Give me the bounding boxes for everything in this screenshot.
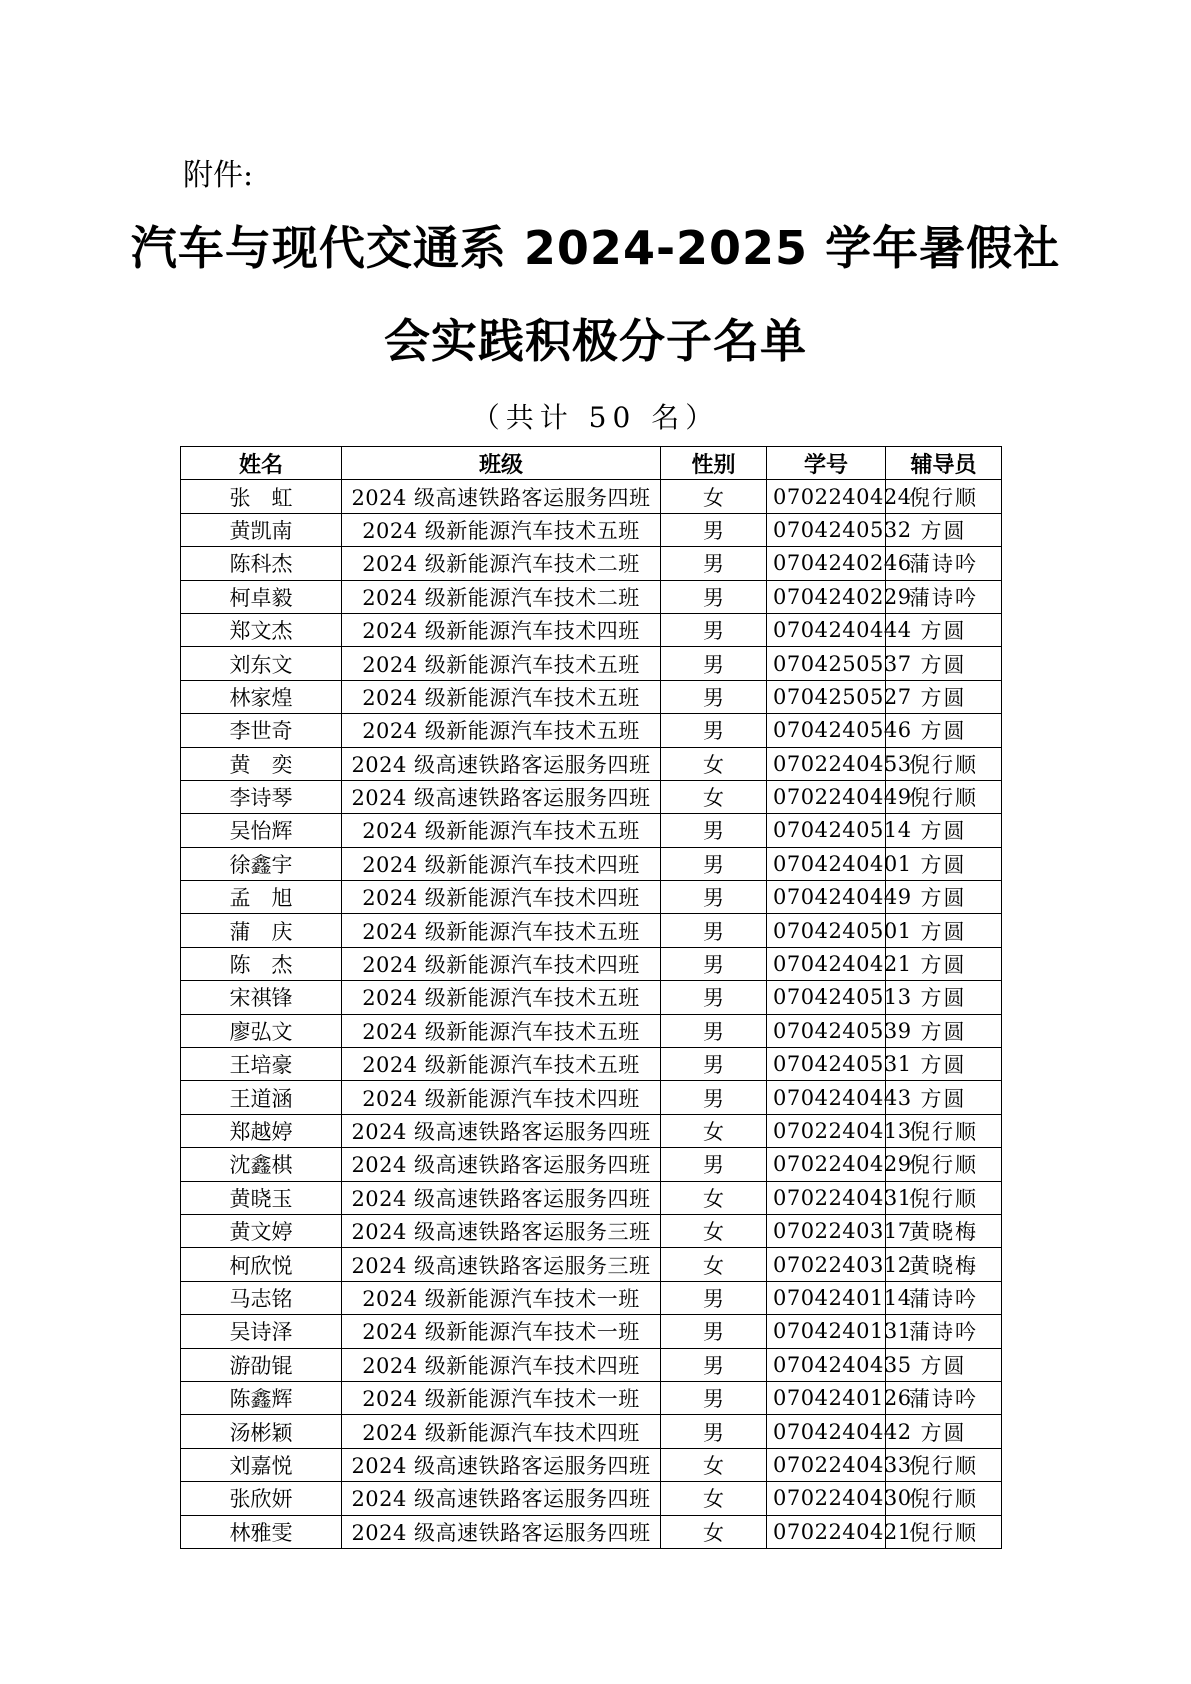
name-cell: 林家煌	[181, 680, 342, 713]
class-cell: 2024 级高速铁路客运服务四班	[342, 780, 661, 813]
gender-cell: 男	[661, 1415, 767, 1448]
student-id-cell: 0704240531	[767, 1048, 886, 1081]
table-row	[181, 1448, 1002, 1481]
gender-cell: 男	[661, 714, 767, 747]
name-cell: 郑文杰	[181, 613, 342, 646]
student-id-cell: 0704240449	[767, 881, 886, 914]
name-cell: 吴诗泽	[181, 1315, 342, 1348]
counselor-cell: 方圆	[886, 847, 1002, 880]
counselor-cell: 方圆	[886, 680, 1002, 713]
name-cell: 陈鑫辉	[181, 1381, 342, 1414]
class-cell: 2024 级新能源汽车技术二班	[342, 580, 661, 613]
name-cell: 林雅雯	[181, 1515, 342, 1548]
student-id-cell: 0702240312	[767, 1248, 886, 1281]
counselor-cell: 蒲诗吟	[886, 1281, 1002, 1314]
student-id-cell: 0704240131	[767, 1315, 886, 1348]
class-cell: 2024 级高速铁路客运服务三班	[342, 1214, 661, 1247]
gender-cell: 女	[661, 480, 767, 513]
student-id-cell: 0704240532	[767, 513, 886, 546]
name-cell: 王道涵	[181, 1081, 342, 1114]
gender-cell: 男	[661, 947, 767, 980]
counselor-cell: 方圆	[886, 981, 1002, 1014]
name-cell: 黄文婷	[181, 1214, 342, 1247]
name-cell: 宋祺锋	[181, 981, 342, 1014]
name-cell: 王培豪	[181, 1048, 342, 1081]
student-id-cell: 0704240126	[767, 1381, 886, 1414]
counselor-cell: 倪行顺	[886, 1148, 1002, 1181]
student-id-cell: 0704240114	[767, 1281, 886, 1314]
class-cell: 2024 级高速铁路客运服务四班	[342, 1148, 661, 1181]
class-cell: 2024 级新能源汽车技术五班	[342, 513, 661, 546]
gender-cell: 男	[661, 547, 767, 580]
name-cell: 黄凯南	[181, 513, 342, 546]
name-cell: 廖弘文	[181, 1014, 342, 1047]
gender-cell: 女	[661, 1448, 767, 1481]
table-row	[181, 1114, 1002, 1147]
name-cell: 郑越婷	[181, 1114, 342, 1147]
table-row	[181, 1048, 1002, 1081]
class-cell: 2024 级新能源汽车技术五班	[342, 914, 661, 947]
class-cell: 2024 级新能源汽车技术五班	[342, 714, 661, 747]
gender-cell: 男	[661, 1348, 767, 1381]
table-row	[181, 1214, 1002, 1247]
table-header-row	[181, 447, 1002, 480]
student-id-cell: 0702240424	[767, 480, 886, 513]
name-cell: 孟 旭	[181, 881, 342, 914]
table-row	[181, 780, 1002, 813]
table-row	[181, 1381, 1002, 1414]
student-id-cell: 0702240449	[767, 780, 886, 813]
counselor-cell: 方圆	[886, 647, 1002, 680]
name-cell: 游劭锟	[181, 1348, 342, 1381]
class-cell: 2024 级新能源汽车技术四班	[342, 947, 661, 980]
student-id-cell: 0704240513	[767, 981, 886, 1014]
gender-cell: 男	[661, 513, 767, 546]
student-id-cell: 0702240453	[767, 747, 886, 780]
student-id-cell: 0704240435	[767, 1348, 886, 1381]
class-cell: 2024 级高速铁路客运服务四班	[342, 747, 661, 780]
counselor-cell: 蒲诗吟	[886, 1315, 1002, 1348]
gender-cell: 男	[661, 981, 767, 1014]
name-cell: 汤彬颖	[181, 1415, 342, 1448]
student-id-cell: 0704250537	[767, 647, 886, 680]
table-row	[181, 1482, 1002, 1515]
counselor-cell: 方圆	[886, 1048, 1002, 1081]
activist-list-table	[180, 446, 1002, 1549]
table-row	[181, 1181, 1002, 1214]
name-cell: 张 虹	[181, 480, 342, 513]
table-row	[181, 1315, 1002, 1348]
counselor-cell: 方圆	[886, 881, 1002, 914]
gender-cell: 男	[661, 1148, 767, 1181]
counselor-cell: 倪行顺	[886, 1181, 1002, 1214]
class-cell: 2024 级高速铁路客运服务四班	[342, 1482, 661, 1515]
class-cell: 2024 级新能源汽车技术五班	[342, 1048, 661, 1081]
gender-cell: 男	[661, 1381, 767, 1414]
name-cell: 吴怡辉	[181, 814, 342, 847]
class-cell: 2024 级新能源汽车技术四班	[342, 1348, 661, 1381]
class-cell: 2024 级新能源汽车技术四班	[342, 1415, 661, 1448]
column-header-name: 姓名	[181, 447, 342, 480]
student-id-cell: 0704240443	[767, 1081, 886, 1114]
counselor-cell: 倪行顺	[886, 1482, 1002, 1515]
class-cell: 2024 级新能源汽车技术五班	[342, 1014, 661, 1047]
student-id-cell: 0704240442	[767, 1415, 886, 1448]
class-cell: 2024 级新能源汽车技术二班	[342, 547, 661, 580]
student-id-cell: 0702240413	[767, 1114, 886, 1147]
name-cell: 蒲 庆	[181, 914, 342, 947]
student-id-cell: 0704240514	[767, 814, 886, 847]
counselor-cell: 倪行顺	[886, 1515, 1002, 1548]
student-id-cell: 0702240429	[767, 1148, 886, 1181]
gender-cell: 女	[661, 1181, 767, 1214]
gender-cell: 男	[661, 1281, 767, 1314]
class-cell: 2024 级新能源汽车技术一班	[342, 1315, 661, 1348]
table-row	[181, 981, 1002, 1014]
counselor-cell: 黄晓梅	[886, 1214, 1002, 1247]
table-row	[181, 881, 1002, 914]
student-id-cell: 0704240501	[767, 914, 886, 947]
class-cell: 2024 级高速铁路客运服务三班	[342, 1248, 661, 1281]
class-cell: 2024 级高速铁路客运服务四班	[342, 480, 661, 513]
gender-cell: 男	[661, 814, 767, 847]
student-id-cell: 0704240229	[767, 580, 886, 613]
counselor-cell: 倪行顺	[886, 1448, 1002, 1481]
class-cell: 2024 级新能源汽车技术一班	[342, 1381, 661, 1414]
counselor-cell: 方圆	[886, 513, 1002, 546]
class-cell: 2024 级新能源汽车技术四班	[342, 613, 661, 646]
class-cell: 2024 级高速铁路客运服务四班	[342, 1181, 661, 1214]
class-cell: 2024 级新能源汽车技术五班	[342, 647, 661, 680]
student-id-cell: 0704240246	[767, 547, 886, 580]
total-count: （共计 50 名）	[471, 401, 720, 434]
name-cell: 陈 杰	[181, 947, 342, 980]
name-cell: 张欣妍	[181, 1482, 342, 1515]
class-cell: 2024 级新能源汽车技术五班	[342, 814, 661, 847]
gender-cell: 男	[661, 847, 767, 880]
gender-cell: 男	[661, 1315, 767, 1348]
table-row	[181, 847, 1002, 880]
gender-cell: 男	[661, 1048, 767, 1081]
counselor-cell: 倪行顺	[886, 1114, 1002, 1147]
name-cell: 柯卓毅	[181, 580, 342, 613]
document-title-line-1: 汽车与现代交通系 2024-2025 学年暑假社	[130, 221, 1061, 275]
gender-cell: 女	[661, 780, 767, 813]
counselor-cell: 蒲诗吟	[886, 580, 1002, 613]
column-header-class: 班级	[342, 447, 661, 480]
counselor-cell: 蒲诗吟	[886, 1381, 1002, 1414]
table-row	[181, 1281, 1002, 1314]
table-row	[181, 513, 1002, 546]
student-id-cell: 0702240433	[767, 1448, 886, 1481]
table-row	[181, 1348, 1002, 1381]
student-id-cell: 0702240421	[767, 1515, 886, 1548]
class-cell: 2024 级新能源汽车技术四班	[342, 1081, 661, 1114]
class-cell: 2024 级高速铁路客运服务四班	[342, 1448, 661, 1481]
gender-cell: 男	[661, 647, 767, 680]
name-cell: 柯欣悦	[181, 1248, 342, 1281]
table-row	[181, 680, 1002, 713]
student-id-cell: 0702240317	[767, 1214, 886, 1247]
name-cell: 沈鑫棋	[181, 1148, 342, 1181]
counselor-cell: 方圆	[886, 1014, 1002, 1047]
gender-cell: 女	[661, 1515, 767, 1548]
name-cell: 李诗琴	[181, 780, 342, 813]
counselor-cell: 蒲诗吟	[886, 547, 1002, 580]
table-row	[181, 1081, 1002, 1114]
gender-cell: 女	[661, 1482, 767, 1515]
student-id-cell: 0704240444	[767, 613, 886, 646]
counselor-cell: 方圆	[886, 814, 1002, 847]
table-row	[181, 1248, 1002, 1281]
class-cell: 2024 级新能源汽车技术五班	[342, 680, 661, 713]
student-id-cell: 0702240431	[767, 1181, 886, 1214]
table-row	[181, 814, 1002, 847]
name-cell: 黄晓玉	[181, 1181, 342, 1214]
student-id-cell: 0704250527	[767, 680, 886, 713]
gender-cell: 女	[661, 1114, 767, 1147]
class-cell: 2024 级新能源汽车技术四班	[342, 847, 661, 880]
table-row	[181, 1515, 1002, 1548]
table-row	[181, 714, 1002, 747]
column-header-counselor: 辅导员	[886, 447, 1002, 480]
column-header-student-id: 学号	[767, 447, 886, 480]
gender-cell: 男	[661, 914, 767, 947]
counselor-cell: 倪行顺	[886, 480, 1002, 513]
student-id-cell: 0704240546	[767, 714, 886, 747]
name-cell: 徐鑫宇	[181, 847, 342, 880]
table-row	[181, 947, 1002, 980]
name-cell: 黄 奕	[181, 747, 342, 780]
student-id-cell: 0702240430	[767, 1482, 886, 1515]
name-cell: 陈科杰	[181, 547, 342, 580]
document-title-line-2: 会实践积极分子名单	[384, 314, 807, 368]
gender-cell: 男	[661, 580, 767, 613]
table-row	[181, 613, 1002, 646]
class-cell: 2024 级高速铁路客运服务四班	[342, 1114, 661, 1147]
name-cell: 马志铭	[181, 1281, 342, 1314]
student-id-cell: 0704240539	[767, 1014, 886, 1047]
table-row	[181, 914, 1002, 947]
class-cell: 2024 级新能源汽车技术五班	[342, 981, 661, 1014]
counselor-cell: 方圆	[886, 947, 1002, 980]
table-row	[181, 747, 1002, 780]
table-row	[181, 1014, 1002, 1047]
class-cell: 2024 级新能源汽车技术四班	[342, 881, 661, 914]
gender-cell: 男	[661, 1014, 767, 1047]
counselor-cell: 黄晓梅	[886, 1248, 1002, 1281]
student-id-cell: 0704240401	[767, 847, 886, 880]
counselor-cell: 方圆	[886, 1348, 1002, 1381]
gender-cell: 男	[661, 1081, 767, 1114]
counselor-cell: 方圆	[886, 914, 1002, 947]
attachment-label: 附件:	[183, 158, 254, 193]
table-row	[181, 1148, 1002, 1181]
counselor-cell: 方圆	[886, 1081, 1002, 1114]
name-cell: 刘嘉悦	[181, 1448, 342, 1481]
student-id-cell: 0704240421	[767, 947, 886, 980]
table-row	[181, 480, 1002, 513]
table-row	[181, 580, 1002, 613]
class-cell: 2024 级高速铁路客运服务四班	[342, 1515, 661, 1548]
table-row	[181, 547, 1002, 580]
gender-cell: 男	[661, 613, 767, 646]
gender-cell: 女	[661, 1214, 767, 1247]
counselor-cell: 方圆	[886, 714, 1002, 747]
counselor-cell: 方圆	[886, 1415, 1002, 1448]
column-header-gender: 性别	[661, 447, 767, 480]
gender-cell: 男	[661, 881, 767, 914]
gender-cell: 女	[661, 1248, 767, 1281]
class-cell: 2024 级新能源汽车技术一班	[342, 1281, 661, 1314]
counselor-cell: 倪行顺	[886, 747, 1002, 780]
table-body	[181, 480, 1002, 1549]
gender-cell: 男	[661, 680, 767, 713]
gender-cell: 女	[661, 747, 767, 780]
table-row	[181, 647, 1002, 680]
counselor-cell: 倪行顺	[886, 780, 1002, 813]
name-cell: 刘东文	[181, 647, 342, 680]
name-cell: 李世奇	[181, 714, 342, 747]
counselor-cell: 方圆	[886, 613, 1002, 646]
table-row	[181, 1415, 1002, 1448]
